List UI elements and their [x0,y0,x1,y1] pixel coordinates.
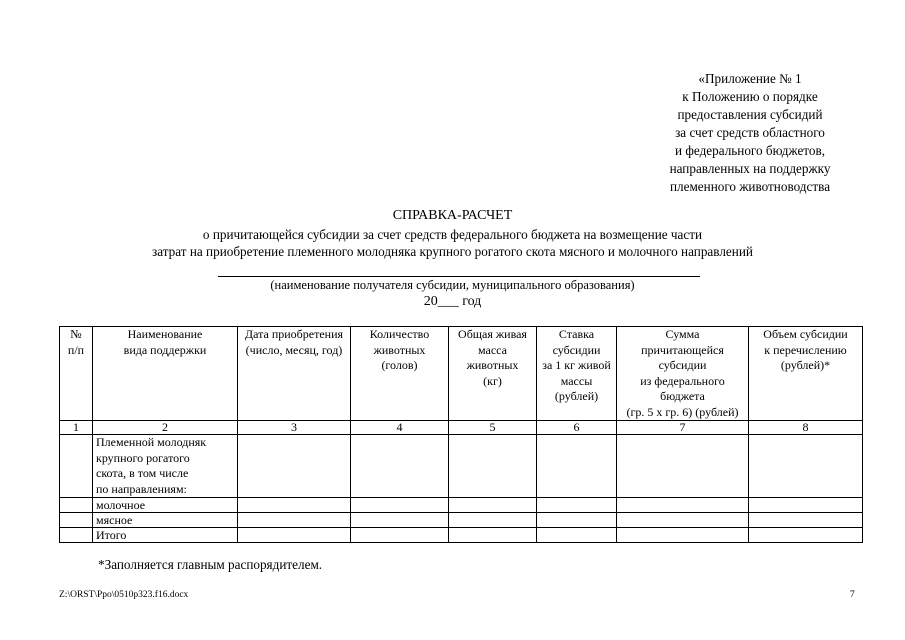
row-label-total: Итого [93,528,238,543]
empty-cell [60,513,93,528]
header-cell [60,327,93,421]
column-number: 3 [238,421,351,435]
header-text: № п/п [67,327,85,357]
empty-cell [537,498,617,513]
appendix-line: к Положению о порядке [682,89,818,104]
empty-cell [351,435,449,498]
footnote: *Заполняется главным распорядителем. [98,557,323,572]
document-subtitle [0,226,905,260]
empty-cell [749,435,863,498]
empty-cell [238,528,351,543]
row-label-dairy: молочное [93,498,238,513]
file-path: Z:\ORST\Ppo\0510p323.f16.docx [59,590,189,600]
header-text: Сумма причитающейся субсидии из федерального бюджета (гр. 5 х гр. 6) (рублей) [626,327,739,419]
appendix-reference [640,70,860,196]
empty-cell [449,435,537,498]
column-number: 7 [617,421,749,435]
empty-cell [351,498,449,513]
empty-cell [537,435,617,498]
appendix-line: племенного животноводства [669,179,831,194]
empty-cell [351,528,449,543]
header-cell [449,327,537,421]
page-number: 7 [850,590,855,600]
column-number: 4 [351,421,449,435]
appendix-line: предоставления субсидий [677,107,823,122]
empty-cell [617,513,749,528]
year-line: 20___ год [423,294,482,309]
header-cell [351,327,449,421]
column-number: 8 [749,421,863,435]
column-number: 1 [60,421,93,435]
empty-cell [537,513,617,528]
recipient-hint: (наименование получателя субсидии, муниципального образования) [270,278,635,292]
category-label [93,435,238,498]
header-text: Дата приобретения (число, месяц, год) [244,327,344,357]
column-number: 2 [93,421,238,435]
empty-cell [60,435,93,498]
empty-cell [617,528,749,543]
empty-cell [749,498,863,513]
appendix-line: за счет средств областного [675,125,825,140]
empty-cell [449,528,537,543]
empty-cell [617,498,749,513]
empty-cell [351,513,449,528]
header-text: Количество животных (голов) [369,327,430,372]
header-row [60,327,863,421]
table-row-dairy [60,498,863,513]
empty-cell [238,513,351,528]
subsidy-calculation-table [59,326,863,543]
header-text: Ставка субсидии за 1 кг живой массы (рублей) [542,327,611,403]
table-row-category [60,435,863,498]
appendix-line: «Приложение № 1 [698,71,802,86]
header-text: Общая живая масса животных (кг) [458,327,527,388]
column-number: 6 [537,421,617,435]
column-number-row [60,421,863,435]
header-cell [238,327,351,421]
document-title: СПРАВКА-РАСЧЕТ [392,208,513,223]
appendix-line: направленных на поддержку [669,161,831,176]
empty-cell [449,513,537,528]
empty-cell [238,435,351,498]
appendix-line: и федерального бюджетов, [674,143,826,158]
category-text: Племенной молодняк крупного рогатого скота, в том числе по направлениям: [96,435,207,496]
empty-cell [749,513,863,528]
header-cell [749,327,863,421]
empty-cell [449,498,537,513]
recipient-name-line [218,276,700,277]
row-label-meat: мясное [93,513,238,528]
header-cell [537,327,617,421]
column-number: 5 [449,421,537,435]
empty-cell [60,498,93,513]
empty-cell [537,528,617,543]
table-row-total [60,528,863,543]
table-row-meat [60,513,863,528]
header-text: Наименование вида поддержки [123,327,207,357]
empty-cell [238,498,351,513]
subtitle-line-1: о причитающейся субсидии за счет средств федерального бюджета на возмещение части [202,227,703,242]
header-text: Объем субсидии к перечислению (рублей)* [763,327,848,372]
header-cell [93,327,238,421]
empty-cell [60,528,93,543]
header-cell [617,327,749,421]
empty-cell [749,528,863,543]
empty-cell [617,435,749,498]
subtitle-line-2: затрат на приобретение племенного молодняка крупного рогатого скота мясного и молочного направлений [152,244,753,259]
